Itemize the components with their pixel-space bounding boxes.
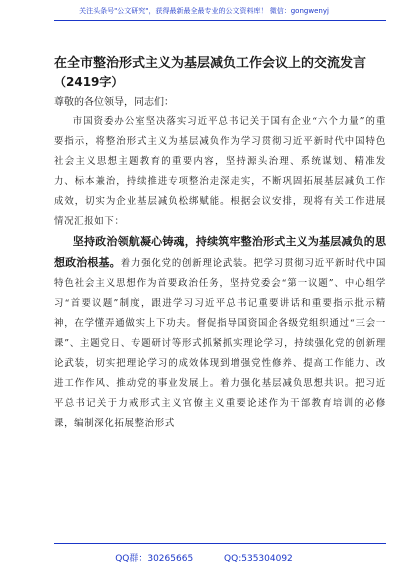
paragraph-intro: 市国资委办公室坚决落实习近平总书记关于国有企业“六个力量”的重要指示，将整治形式主义为基层减负作为学习贯彻习近平新时代中国特色社会主义思想主题教育的重要内容，坚持源头治理、系统谋划、精准发力、标本兼治，持续推进专项整治走深走实，不断巩固拓展基层减负工作成效，切实为企业基层减负松绑赋能。根据会议安排，现将有关工作进展情况汇报如下： [54,116,386,227]
document-title: 在全市整治形式主义为基层减负工作会议上的交流发言 [54,56,367,71]
footer-qq-group: QQ群：30265665 [115,554,194,564]
header-banner: 关注头条号"公文研究"，获得最新最全最专业的公文资料库！ 微信：gongwenyj [79,7,329,15]
footer-qq: QQ:535304092 [224,554,293,564]
word-count: （2419字） [54,75,124,89]
footer-divider [54,543,386,544]
section-body: 着力强化党的创新理论武装。把学习贯彻习近平新时代中国特色社会主义思想作为首要政治任务，坚持党委会“第一议题”、中心组学习“首要议题”制度，跟进学习习近平总书记重要讲话和重要指示批示精神，在学懂弄通做实上下功夫。督促指导国资国企各级党组织通过“三会一课”、主题党日、专题研讨等形式抓紧抓实理论学习，持续强化党的创新理论武装，切实把理论学习的成效体现到增强党性修养、提高工作能力、改进工作作风、推动党的事业发展上。着力强化基层减负思想共识。把习近平总书记关于力戒形式主义官僚主义重要论述作为干部教育培训的必修课，编制深化拓展整治形式 [54,258,387,429]
section-heading: 坚持政治领航凝心铸魂，持续筑牢整治形式主义为基层减负的思想政治根基。 [54,235,386,269]
header-divider [54,20,386,21]
document-body [54,55,386,434]
paragraph-section-1 [54,232,386,434]
greeting: 尊敬的各位领导，同志们： [54,97,174,108]
footer [0,551,408,564]
